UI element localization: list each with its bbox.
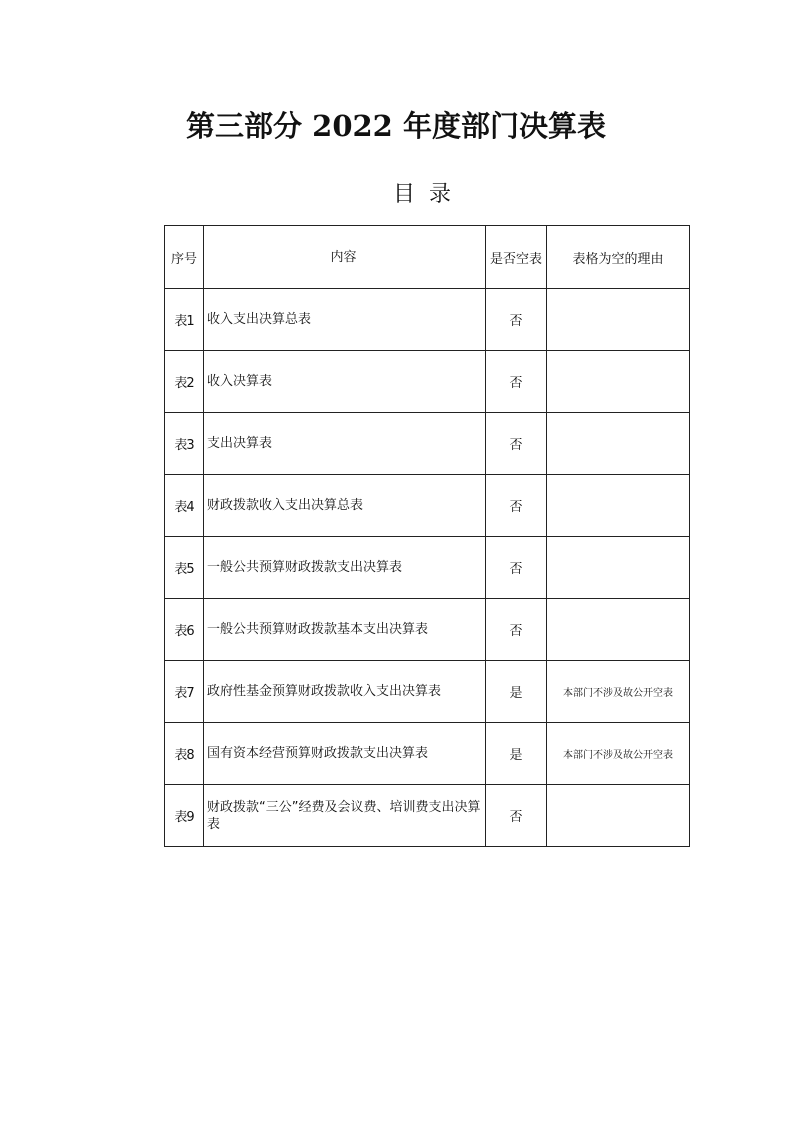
table-row: [165, 475, 690, 537]
row-reason: [547, 351, 690, 413]
table-header-row: [165, 226, 690, 289]
row-is-empty: 否: [486, 413, 547, 475]
table-row: [165, 289, 690, 351]
row-reason: [547, 537, 690, 599]
row-reason: [547, 475, 690, 537]
table-row: [165, 413, 690, 475]
row-content: 国有资本经营预算财政拨款支出决算表: [204, 723, 486, 785]
row-content: 支出决算表: [204, 413, 486, 475]
page-title: 第三部分 2022 年度部门决算表: [186, 109, 606, 143]
row-content: 政府性基金预算财政拨款收入支出决算表: [204, 661, 486, 723]
row-is-empty: 是: [486, 661, 547, 723]
row-is-empty: 是: [486, 723, 547, 785]
table-row: [165, 723, 690, 785]
toc-table: [164, 225, 690, 847]
row-content: 财政拨款“三公”经费及会议费、培训费支出决算表: [204, 785, 486, 847]
row-content: 收入决算表: [204, 351, 486, 413]
row-no: 表2: [165, 351, 204, 413]
header-no: 序号: [165, 226, 204, 289]
row-content: 财政拨款收入支出决算总表: [204, 475, 486, 537]
row-no: 表8: [165, 723, 204, 785]
header-reason: 表格为空的理由: [547, 226, 690, 289]
row-content: 收入支出决算总表: [204, 289, 486, 351]
row-reason: 本部门不涉及故公开空表: [547, 661, 690, 723]
row-is-empty: 否: [486, 537, 547, 599]
table-row: [165, 661, 690, 723]
row-content: 一般公共预算财政拨款基本支出决算表: [204, 599, 486, 661]
row-no: 表6: [165, 599, 204, 661]
row-is-empty: 否: [486, 785, 547, 847]
row-no: 表9: [165, 785, 204, 847]
row-reason: [547, 599, 690, 661]
row-no: 表7: [165, 661, 204, 723]
row-no: 表4: [165, 475, 204, 537]
row-is-empty: 否: [486, 351, 547, 413]
row-no: 表3: [165, 413, 204, 475]
row-is-empty: 否: [486, 599, 547, 661]
table-row: [165, 351, 690, 413]
row-content: 一般公共预算财政拨款支出决算表: [204, 537, 486, 599]
row-reason: [547, 289, 690, 351]
table-row: [165, 785, 690, 847]
header-is-empty: 是否空表: [486, 226, 547, 289]
row-is-empty: 否: [486, 475, 547, 537]
row-reason: 本部门不涉及故公开空表: [547, 723, 690, 785]
toc-heading: 目录: [392, 182, 465, 207]
row-reason: [547, 413, 690, 475]
row-no: 表5: [165, 537, 204, 599]
table-row: [165, 537, 690, 599]
row-no: 表1: [165, 289, 204, 351]
table-row: [165, 599, 690, 661]
header-content: 内容: [204, 226, 486, 289]
row-reason: [547, 785, 690, 847]
row-is-empty: 否: [486, 289, 547, 351]
